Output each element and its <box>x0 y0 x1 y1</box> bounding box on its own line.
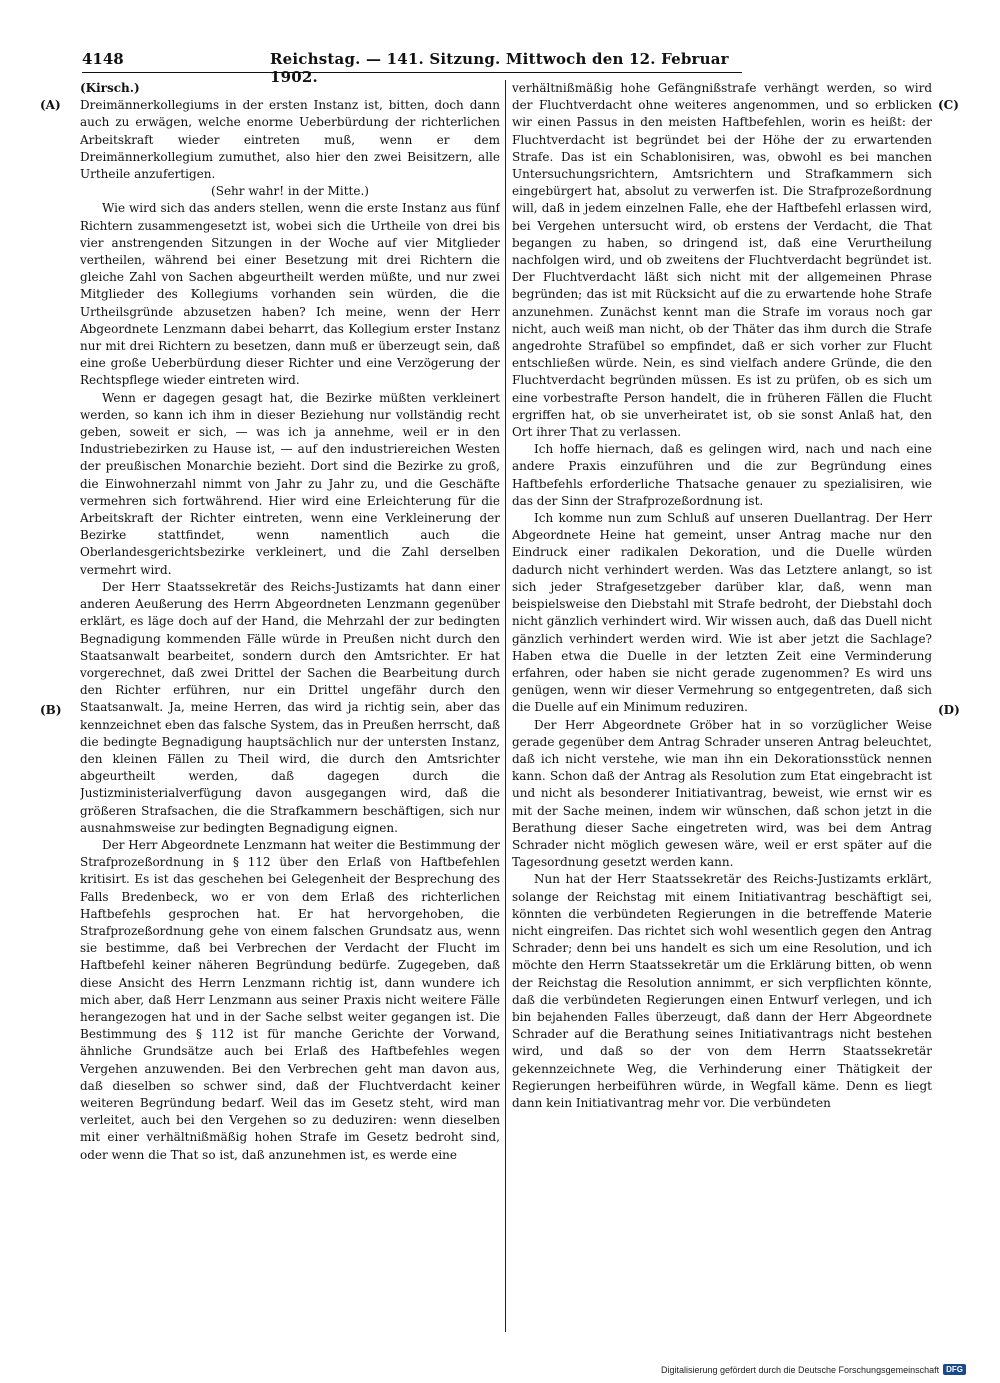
digitization-footer <box>661 1364 966 1375</box>
paragraph: Ich komme nun zum Schluß auf unseren Duellantrag. Der Herr Abgeordnete Heine hat gemeint, unser Antrag mache nur den Eindruck einer radikalen Dekoration, und die Duelle würden dadurch nicht verhindert werden. Was das Letztere anlangt, so ist sich jeder Strafgesetzgeber darüber klar, daß, wenn man beispielsweise den Diebstahl mit Strafe bedroht, der Diebstahl doch nicht gänzlich verhindert wird. Wir wissen auch, daß das Duell nicht gänzlich verhindert werden wird. Wie ist aber jetzt die Sachlage? Haben etwa die Duelle in der letzten Zeit eine Verminderung erfahren, oder haben sie nicht gerade zugenommen? Es wird uns genügen, wenn wir dieser Vermehrung so entgegentreten, daß sich die Duelle auf ein Minimum reduziren. <box>512 511 932 715</box>
paragraph: Wenn er dagegen gesagt hat, die Bezirke müßten verkleinert werden, so kann ich ihm in dieser Beziehung nur vollständig recht geben, soweit er sich, — was ich ja annehme, weil er in den Industriebezirken zu Hause ist, — auf den industriereichen Westen der preußischen Monarchie bezieht. Dort sind die Bezirke zu groß, die Einwohnerzahl nimmt von Jahr zu Jahr zu, und die Geschäfte vermehren sich fortwährend. Hier wird eine Erleichterung für die Arbeitskraft der Richter eintreten, wenn eine Verkleinerung der Bezirke stattfindet, wenn namentlich auch die Oberlandesgerichtsbezirke verkleinert, und die Zahl derselben vermehrt wird. <box>80 390 500 577</box>
margin-marker-d: (D) <box>938 703 960 717</box>
paragraph: verhältnißmäßig hohe Gefängnißstrafe verhängt werden, so wird der Fluchtverdacht ohne weiteres angenommen, und so erblicken wir einen Passus in den meisten Haftbefehlen, worin es heißt: der Fluchtverdacht ist begründet bei der Höhe der zu erwartenden Strafe. Das ist ein Schablonisiren, was, obwohl es bei manchen Untersuchungsrichtern, Amtsrichtern und Strafkammern sich eingebürgert hat, absolut zu verwerfen ist. Die Strafprozeßordnung will, daß in jedem einzelnen Falle, ehe der Haftbefehl erlassen wird, bei Vergehen untersucht wird, ob erstens der Verdacht, die That begangen zu haben, so dringend ist, daß eine Verurtheilung nachfolgen wird, und ob zweitens der Fluchtverdacht begründet ist. Der Fluchtverdacht läßt sich nicht mit der allgemeinen Phrase begründen; das ist mit Rücksicht auf die zu erwartende hohe Strafe anzunehmen. Zunächst kennt man die Strafe im voraus noch gar nicht, auch weiß man nicht, ob der Thäter das ihm durch die Strafe angedrohte Strafübel so empfindet, daß er sich vorher zur Flucht entschließen würde. Nein, es sind vielfach andere Gründe, die den Fluchtverdacht begründen müssen. Es ist zu prüfen, ob es sich um eine vorbestrafte Person handelt, die in früheren Fällen die Flucht ergriffen hat, ob sie unverheiratet ist, ob sie sonst Anlaß hat, den Ort ihrer That zu verlassen. <box>512 81 932 440</box>
margin-marker-a: (A) <box>40 98 61 112</box>
column-divider <box>505 80 506 1332</box>
interjection: (Sehr wahr! in der Mitte.) <box>211 184 369 199</box>
funding-credit: Digitalisierung gefördert durch die Deutsche Forschungsgemeinschaft <box>660 1364 940 1375</box>
paragraph: Wie wird sich das anders stellen, wenn die erste Instanz aus fünf Richtern zusammengesetzt ist, wobei sich die Urtheile von drei bis vier anstrengenden Sitzungen in der Woche auf vier Mitglieder vertheilen, während bei einer Besetzung mit drei Richtern die gleiche Zahl von Sachen abgeurtheilt werden müßte, und nur zwei Mitglieder des Kollegiums vorhanden sein würden, die die Urtheilsgründe abzusetzen haben? Ich meine, wenn der Herr Abgeordnete Lenzmann dabei beharrt, das Kollegium erster Instanz nur mit drei Richtern zu besetzen, dann muß er überzeugt sein, daß eine große Ueberbürdung dieser Richter und eine Verzögerung der Rechtspflege wieder eintreten wird. <box>80 201 500 388</box>
speaker-name: (Kirsch.) <box>80 81 140 95</box>
paragraph: Ich hoffe hiernach, daß es gelingen wird, nach und nach eine andere Praxis einzuführen und die zur Begründung eines Haftbefehls erforderliche Thatsache genauer zu spezialisiren, wie das der Sinn der Strafprozeßordnung ist. <box>512 442 932 508</box>
running-title: Reichstag. — 141. Sitzung. Mittwoch den 12. Februar 1902. <box>270 50 729 86</box>
paragraph: Nun hat der Herr Staatssekretär des Reichs-Justizamts erklärt, solange der Reichstag mit einem Initiativantrag beschäftigt sei, könnten die verbündeten Regierungen in die betreffende Materie nicht eingreifen. Das richtet sich wohl wesentlich gegen den Antrag Schrader; denn bei uns handelt es sich um eine Resolution, und ich möchte den Herrn Staatssekretär um die Erklärung bitten, ob wenn der Reichstag die Resolution annimmt, er sich verpflichten könnte, daß die verbündeten Regierungen einen Entwurf verlegen, und ich bin bejahenden Falles überzeugt, daß dann der Herr Abgeordnete Schrader auf die Berathung seines Initiativantrags nicht bestehen wird, und daß so der von dem Herrn Staatssekretär gekennzeichnete Weg, die Verhinderung einer Thätigkeit der Regierungen herbeiführen würde, in Wegfall käme. Denn es liegt dann kein Initiativantrag mehr vor. Die verbündeten <box>512 872 932 1110</box>
margin-marker-b: (B) <box>40 703 62 717</box>
paragraph: Der Herr Staatssekretär des Reichs-Justizamts hat dann einer anderen Aeußerung des Herrn Abgeordneten Lenzmann gegenüber erklärt, es läge doch auf der Hand, die Mehrzahl der zur bedingten Begnadigung kommenden Fälle würde in Preußen nicht durch den Staatsanwalt bearbeitet, sondern durch den Amtsrichter. Er hat vorgerechnet, daß zwei Drittel der Sachen die Bearbeitung durch den Richter erführen, nur ein Drittel ungefähr durch den Staatsanwalt. Ja, meine Herren, das wird ja richtig sein, aber das kennzeichnet eben das falsche System, das in Preußen herrscht, daß die bedingte Begnadigung hauptsächlich nur der untersten Instanz, den kleinen Fällen zu Theil wird, die durch den Amtsrichter abgeurtheilt werden, daß dagegen durch die Justizministerialverfügung davon ausgegangen wird, daß die größeren Strafsachen, die die Strafkammern beschäftigen, sich nur ausnahmsweise zur bedingten Begnadigung eignen. <box>80 579 500 835</box>
left-column <box>80 80 500 1334</box>
dfg-logo-icon: DFG <box>943 1364 966 1375</box>
margin-marker-c: (C) <box>938 98 959 112</box>
page-header <box>82 48 742 86</box>
paragraph: Dreimännerkollegiums in der ersten Instanz ist, bitten, doch dann auch zu erwägen, welche enorme Ueberbürdung der richterlichen Arbeitskraft wieder eintreten muß, wenn er dem Dreimännerkollegium zumuthet, also hier den zwei Beisitzern, alle Urtheile anzufertigen. <box>80 98 500 182</box>
paragraph: Der Herr Abgeordnete Lenzmann hat weiter die Bestimmung der Strafprozeßordnung in § 112 über den Erlaß von Haftbefehlen kritisirt. Es ist das geschehen bei Gelegenheit der Besprechung des Falls Bredenbeck, wo er von dem Erlaß des richterlichen Haftbefehls gesprochen hat. Er hat hervorgehoben, die Strafprozeßordnung gehe von einem falschen Grundsatz aus, wenn sie bestimme, daß bei Verbrechen der Verdacht der Flucht im Haftbefehl keiner näheren Begründung bedürfe. Zugegeben, daß diese Ansicht des Herrn Lenzmann richtig ist, dann wundere ich mich aber, daß Herr Lenzmann aus seiner Praxis nicht weitere Fälle herangezogen hat und in der Sache selbst weiter gegangen ist. Die Bestimmung des § 112 ist für manche Gerichte der Vorwand, ähnliche Grundsätze auch bei Erlaß des Haftbefehles wegen Vergehen anzuwenden. Bei den Verbrechen geht man davon aus, daß dieselben so schwer sind, daß der Fluchtverdacht keiner weiteren Begründung bedarf. Weil das im Gesetz steht, wird man verleitet, auch bei den Vergehen so zu deduziren: wenn dieselben mit einer verhältnißmäßig hohen Strafe im Gesetz bedroht sind, oder wenn die That so ist, daß anzunehmen ist, es werde eine <box>80 837 500 1162</box>
right-column <box>512 80 932 1334</box>
page-number: 4148 <box>82 50 124 68</box>
paragraph: Der Herr Abgeordnete Gröber hat in so vorzüglicher Weise gerade gegenüber dem Antrag Schrader unseren Antrag beleuchtet, daß ich nicht verstehe, wie man ihn ein Dekorationsstück nennen kann. Schon daß der Antrag als Resolution zum Etat eingebracht ist und nicht als besonderer Initiativantrag, beweist, wie ernst wir es mit der Sache meinen, indem wir wünschen, daß schon jetzt in die Berathung dieser Sache eingetreten wird, was bei dem Antrag Schrader nicht möglich gewesen wäre, weil er erst später auf die Tagesordnung gesetzt werden kann. <box>512 717 932 870</box>
